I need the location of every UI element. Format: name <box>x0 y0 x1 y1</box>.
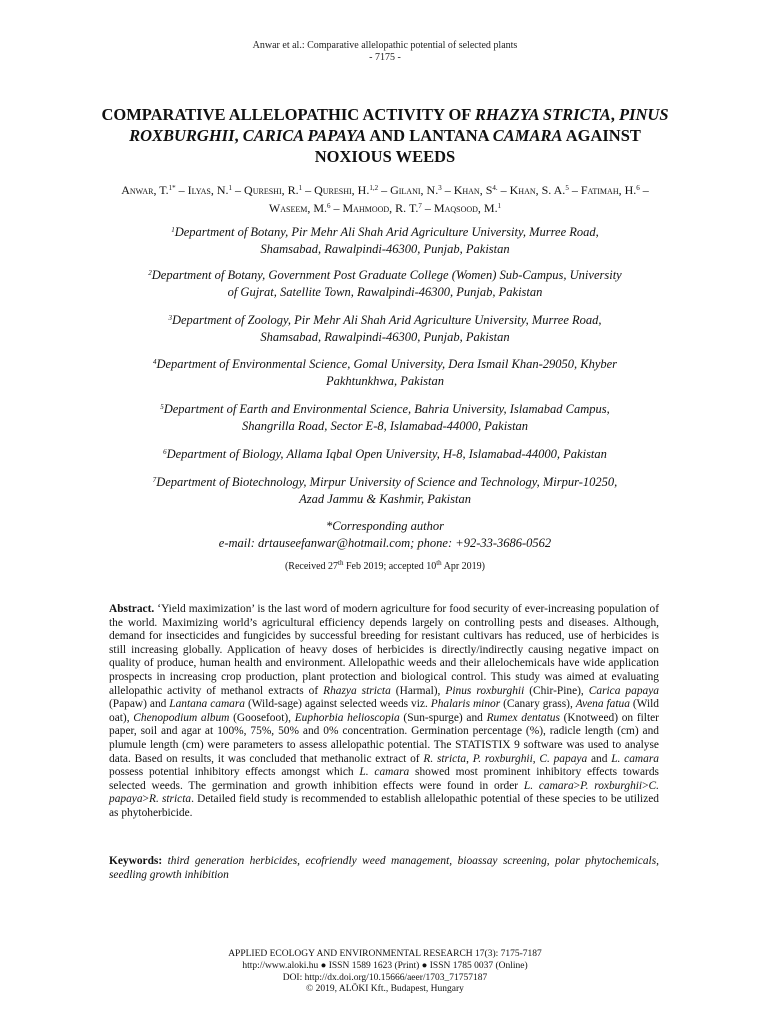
page-number: - 7175 - <box>369 52 401 63</box>
footer-copyright: © 2019, ALÖKI Kft., Budapest, Hungary <box>306 984 464 995</box>
corresponding-author <box>100 518 670 552</box>
keywords-heading: Keywords: <box>109 855 163 867</box>
received-dates: (Received 27th Feb 2019; accepted 10th Apr 2019) <box>284 559 486 572</box>
author-name: Anwar, T. <box>121 183 169 197</box>
author-name: Ilyas, N. <box>187 183 229 197</box>
footer-issn: http://www.aloki.hu ● ISSN 1589 1623 (Print) ● ISSN 1785 0037 (Online) <box>242 960 528 971</box>
author-name: Gilani, N. <box>390 183 439 197</box>
keywords: Keywords: third generation herbicides, ecofriendly weed management, bioassay screening, polar phytochemicals, seedling growth inhibition <box>109 855 659 881</box>
running-title: Anwar et al.: Comparative allelopathic potential of selected plants <box>252 40 518 51</box>
author-name: Qureshi, H. <box>314 183 370 197</box>
author-name: Khan, S <box>453 183 493 197</box>
affiliation-5: $^5$Department of Earth and Environmental Science, Bahria University, Islamabad Campus, Shangrilla Road, Sector E-8, Islamabad-44000, Pakistan <box>160 402 610 433</box>
affiliation-7: $^7$Department of Biotechnology, Mirpur University of Science and Technology, Mirpur-10250, Azad Jammu & Kashmir, Pakistan <box>152 475 618 506</box>
affiliation-4: $^4$Department of Environmental Science, Gomal University, Dera Ismail Khan-29050, Khyber Pakhtunkhwa, Pakistan <box>152 357 618 388</box>
article-title: COMPARATIVE ALLELOPATHIC ACTIVITY OF RHAZYA STRICTA, PINUS ROXBURGHII, CARICA PAPAYA AND LANTANA CAMARA AGAINST NOXIOUS WEEDS <box>101 105 669 166</box>
corresponding-label: *Corresponding author <box>326 519 444 533</box>
running-header <box>0 40 770 64</box>
author-list: Anwar, T.$^{1*}$ – Ilyas, N.$^1$ – Qureshi, R.$^1$ – Qureshi, H.$^{1,2}$ – Gilani, N.$^3$ – Khan, $S^{4.}$ – Khan, S. A.$^5$ – Fatimah, H.$^6$ – Waseem, M.$^6$ – Mahmood, R. T.$^7$ – Maqsood, M.$^1$ <box>121 183 649 215</box>
abstract-heading: Abstract. <box>109 603 155 615</box>
author-name: Fatimah, H. <box>580 183 637 197</box>
affiliation-1: $^1$Department of Botany, Pir Mehr Ali Shah Arid Agriculture University, Murree Road, Shamsabad, Rawalpindi-46300, Punjab, Pakistan <box>171 225 599 256</box>
corresponding-contact: e-mail: drtauseefanwar@hotmail.com; phone: +92-33-3686-0562 <box>218 536 552 550</box>
author-name: Khan, S. A. <box>509 183 566 197</box>
affiliation-6: $^6$Department of Biology, Allama Iqbal Open University, H-8, Islamabad-44000, Pakistan <box>163 447 607 461</box>
footer-doi: DOI: http://dx.doi.org/10.15666/aeer/1703_71757187 <box>282 972 488 983</box>
author-name: Qureshi, R. <box>244 183 299 197</box>
affiliation-3: $^3$Department of Zoology, Pir Mehr Ali Shah Arid Agriculture University, Murree Road, Shamsabad, Rawalpindi-46300, Punjab, Pakistan <box>168 313 602 344</box>
author-name: Waseem, M. <box>268 201 327 215</box>
footer-journal: APPLIED ECOLOGY AND ENVIRONMENTAL RESEARCH 17(3): 7175-7187 <box>228 949 542 959</box>
author-name: Mahmood, R. T. <box>342 201 419 215</box>
affiliation-2: $^2$Department of Botany, Government Post Graduate College (Women) Sub-Campus, University of Gujrat, Satellite Town, Rawalpindi-46300, Punjab, Pakistan <box>148 268 622 299</box>
author-name: Maqsood, M. <box>433 201 498 215</box>
abstract: Abstract. ‘Yield maximization’ is the last word of modern agriculture for food security of ever-increasing population of the world. Maximizing world’s agricultural efficiency depends largely on controlling pests and diseases. Although, demand for insecticides and fungicides by successful breeding for resistant cultivars has reduced, use of herbicides is still increasing globally. Application of heavy doses of herbicides is directly/indirectly causing negative impact on quality of produce, human health and environment. Allelopathic weeds and their allelochemicals have wide application prospects in increasing crop production, plant protection and biological control. This study was aimed at evaluating allelopathic activity of methanol extracts of Rhazya stricta (Harmal), Pinus roxburghii (Chir-Pine), Carica papaya (Papaw) and Lantana camara (Wild-sage) against selected weeds viz. Phalaris minor (Canary grass), Avena fatua (Wild oat), Chenopodium album (Goosefoot), Euphorbia helioscopia (Sun-spurge) and Rumex dentatus (Knotweed) on filter paper, soil and agar at 100%, 75%, 50% and 0% concentration. Germination percentage (%), radicle length (cm) and plumule length (cm) were parameters to assess allelopathic potential. The STATISTIX 9 software was used to analyse data. Based on results, it was concluded that methanolic extract of R. stricta, P. roxburghii, C. papaya and L. camara possess potential inhibitory effects amongst which L. camara showed most prominent inhibitory effects towards selected weeds. The germination and growth inhibition effects were found in order L. camara>P. roxburghii>C. papaya>R. stricta. Detailed field study is recommended to establish allelopathic potential of these species to be utilized as phytoherbicide. <box>109 603 659 819</box>
journal-footer <box>0 949 770 996</box>
